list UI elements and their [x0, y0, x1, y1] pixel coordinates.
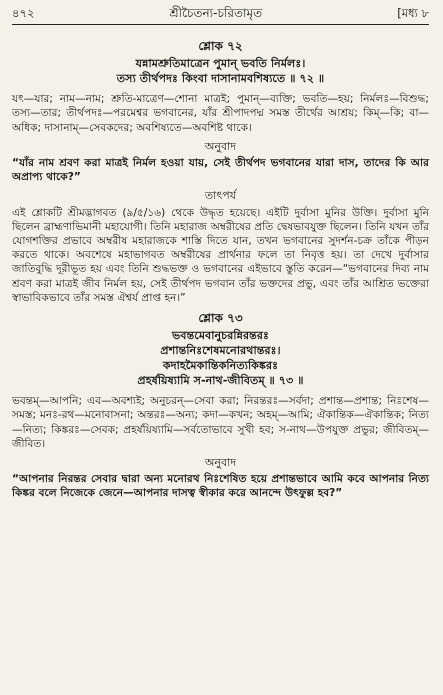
section-label: [মধ্য ৮	[397, 6, 429, 20]
verse-72-purport-label: তাৎপর্য	[204, 189, 237, 203]
verse-72-line-1: যন্নামশ্রুতিমাত্রেন পুমান্‌ ভবতি নির্মলঃ।	[135, 57, 306, 71]
verse-73-line-2: প্রশান্তনিঃশেষমনোরথান্তরঃ।	[160, 344, 281, 358]
verse-73-translation: “আপনার নিরন্তর সেবার দ্বারা অন্য মনোরথ নিঃশেষিত হয়ে প্রশান্তভাবে আমি কবে আপনার নিত্য কিঙ্কর বলে নিজেকে জেনে—আপনার দাসত্ব স্বীকার করে আনন্দে উৎফুল্ল হব?”	[12, 473, 429, 500]
verse-73-translation-label: অনুবাদ	[204, 456, 237, 470]
page-header	[12, 6, 429, 22]
book-title: শ্রীচৈতন্য-চরিতামৃত	[169, 6, 263, 20]
verse-72-purport: এই শ্লোকটি শ্রীমদ্ভাগবত (৯/৫/১৬) থেকে উদ্ধৃত হয়েছে। এইটি দুর্বাসা মুনির উক্তি। দুর্বাসা মুনি ছিলেন ব্রাহ্মণাভিমানী মহাযোগী। তিনি মহারাজ অম্বরীষের প্রতি দ্বেষভাবযুক্ত ছিলেন। তিনি যখন তাঁর যোগশক্তির প্রভাবে অম্বরীষ মহারাজকে শাস্তি দিতে যান, তখন ভগবানের সুদর্শন-চক্র তাঁকে পীড়ন করতে থাকে। অবশেষে মহাভাগবত অম্বরীষের প্রার্থনার ফলে তা নিবৃত্ত হয়। তা দেখে দুর্বাসার জাতিবুদ্ধি দূরীভূত হয় এবং তিনি শুদ্ধভক্ত ও ভগবানের এইভাবে স্তুতি করেন—“ভগবানের দিব্য নাম শ্রবণ করা মাত্রই জীব নির্মল হয়, সেই তীর্থপদ ভগবান তাঁর ভক্তদের প্রভু, এবং তাঁর আশ্রিত ভক্তেরা স্বাভাবিকভাবে তাঁর সমস্ত ঐশ্বর্য প্রাপ্ত হন।”	[12, 206, 429, 304]
verse-73-line-3: কদাহমৈকান্তিকনিত্যকিঙ্করঃ	[162, 359, 279, 373]
verse-72-translation: “যাঁর নাম শ্রবণ করা মাত্রই নির্মল হওয়া যায়, সেই তীর্থপদ ভগবানের যারা দাস, তাদের কি আর অপ্রাপ্য থাকে?”	[12, 157, 429, 184]
header-rule	[12, 24, 429, 25]
verse-73-heading: শ্লোক ৭৩	[198, 311, 243, 326]
verse-72-line-2: তস্য তীর্থপদঃ কিংবা দাসানামবশিষ্যতে ॥ ৭২ ॥	[116, 72, 325, 86]
verse-73-line-4: প্রহর্ষয়িষ্যামি স-নাথ-জীবিতম্‌ ॥ ৭৩ ॥	[137, 374, 304, 388]
verse-72-synonyms: যৎ—যার; নাম—নাম; শ্রুতি-মাত্রেণ—শোনা মাত্রই; পুমান্‌—ব্যক্তি; ভবতি—হয়; নির্মলঃ—বিশুদ্ধ; তস্য—তার; তীর্থপদঃ—পরমেশ্বর ভগবানের, যাঁর শ্রীপাদপদ্ম সমস্ত তীর্থের আশ্রয়; কিম্‌—কি; বা—অধিক; দাসানাম্‌—সেবকদের; অবশিষ্যতে—অবশিষ্ট থাকে।	[12, 93, 429, 134]
verse-72-heading: শ্লোক ৭২	[198, 39, 243, 53]
verse-72-translation-label: অনুবাদ	[204, 139, 237, 153]
verse-73-line-1: ভবন্তমেবানুচরন্নিরন্তরঃ	[172, 329, 269, 343]
verse-73-synonyms: ভবন্তম্‌—আপনি; এব—অবশ্যই; অনুচরন্‌—সেবা করা; নিরন্তরঃ—সর্বদা; প্রশান্ত—প্রশান্ত; নিঃশেষ—সমস্ত; মনঃ-রথ—মনোবাসনা; অন্তরঃ—অন্য; কদা—কখন; অহম্‌—আমি; ঐকান্তিক—ঐকান্তিক; নিত্য—নিত্য; কিঙ্করঃ—সেবক; প্রহর্ষয়িষ্যামি—সর্বতোভাবে সুখী হব; স-নাথ—উপযুক্ত প্রভুর; জীবিতম্‌—জীবিত।	[12, 395, 429, 450]
page-number: ৪৭২	[12, 6, 35, 20]
